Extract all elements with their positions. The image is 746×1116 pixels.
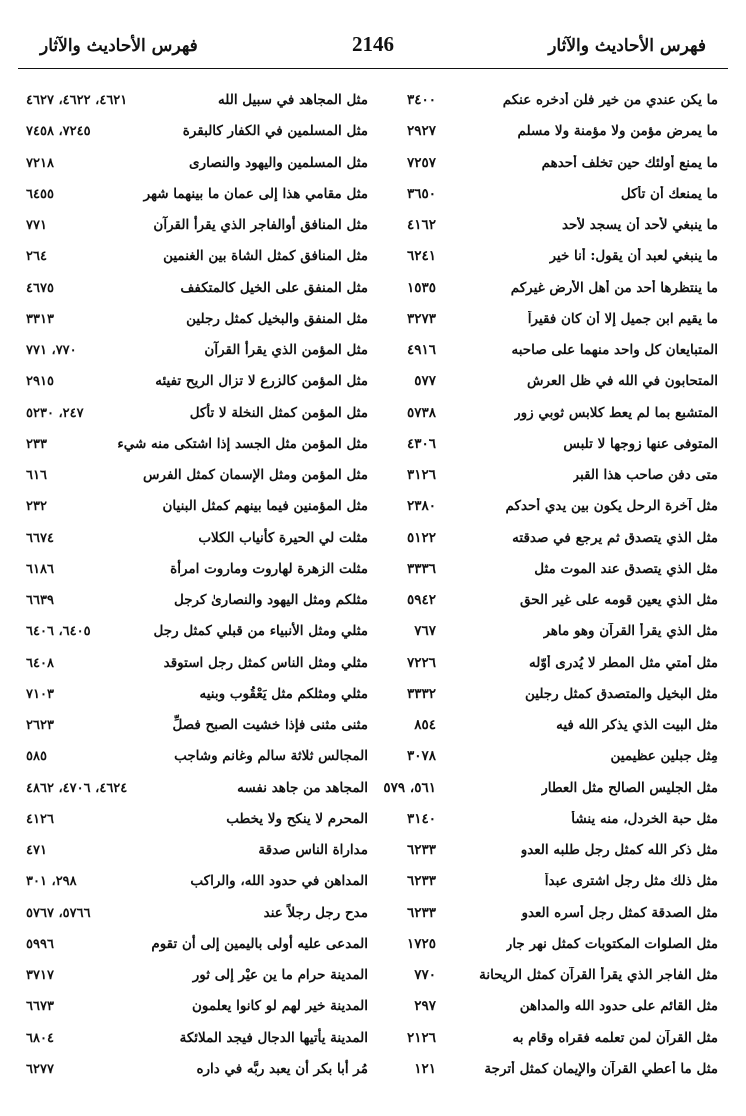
index-entry	[18, 338, 436, 369]
hadith-incipit: ما ينبغي لأحد أن يسجد لأحد	[561, 217, 718, 233]
index-entry	[436, 557, 718, 588]
index-entry	[18, 119, 436, 150]
hadith-incipit: مثل حبة الخردل، منه ينشأ	[571, 810, 718, 827]
index-entry	[18, 994, 436, 1025]
hadith-incipit: مثل البخيل والمتصدق كمثل رجلين	[524, 685, 718, 702]
index-entry	[436, 776, 718, 807]
index-entry	[18, 807, 436, 838]
hadith-incipit: مثل الصدقة كمثل رجل أسره العدو	[521, 904, 718, 921]
hadith-number: ٦٢٤١	[406, 248, 436, 265]
index-entry	[436, 682, 718, 713]
hadith-number: ٢١٢٦	[406, 1029, 436, 1046]
index-entry	[18, 244, 436, 275]
index-entry	[436, 838, 718, 869]
hadith-number: ٥٧٣٨	[406, 404, 436, 421]
index-entry	[436, 963, 718, 994]
index-entry	[436, 869, 718, 900]
index-entry	[436, 1026, 718, 1057]
index-entry	[436, 244, 718, 275]
hadith-number: ٢٩٧	[414, 998, 436, 1015]
hadith-number: ٦٢٣٣	[406, 873, 436, 890]
cross-references: ٥٩٩٦	[26, 936, 54, 952]
index-entry	[18, 88, 436, 119]
running-title-left: فهرس الأحاديث والآثار	[40, 36, 198, 56]
cross-references: ٤٧١	[26, 843, 47, 858]
index-entry	[18, 276, 436, 307]
hadith-incipit: مثل المنافق أوالفاجر الذي يقرأ القرآن	[153, 217, 368, 233]
index-entry	[436, 338, 718, 369]
hadith-incipit: مثل المنافق كمثل الشاة بين الغنمين	[163, 248, 368, 265]
hadith-incipit: المدعى عليه أولى باليمين إلى أن تقوم	[151, 935, 368, 952]
hadith-incipit: مثل المؤمن كمثل النخلة لا تأكل	[189, 404, 368, 421]
cross-references: ٤١٢٦	[26, 811, 54, 827]
index-entry	[18, 494, 436, 525]
hadith-incipit: مثل المجاهد في سبيل الله	[218, 92, 368, 108]
index-entry	[436, 901, 718, 932]
hadith-incipit: مثلي ومثل الأنبياء من قبلي كمثل رجل	[153, 623, 368, 640]
hadith-incipit: مثل آخرة الرحل يكون بين يدي أحدكم	[505, 498, 718, 515]
hadith-incipit: ما ينتظرها أحد من أهل الأرض غيركم	[510, 279, 718, 296]
index-entry	[18, 1026, 436, 1057]
index-entry	[18, 869, 436, 900]
hadith-number: ٨٥٤	[414, 717, 436, 733]
index-entry	[436, 651, 718, 682]
index-entry	[18, 1057, 436, 1088]
index-entry	[436, 526, 718, 557]
hadith-number: ٧٢٥٧	[406, 154, 436, 171]
hadith-number: ٥٧٧	[414, 373, 436, 390]
hadith-number: ٣١٢٦	[406, 467, 436, 483]
cross-references: ٣٧١٧	[26, 968, 54, 983]
hadith-incipit: مثل المؤمن مثل الجسد إذا اشتكى منه شيء	[117, 435, 368, 452]
cross-references: ٦٤٠٨	[26, 655, 54, 671]
index-entry	[436, 744, 718, 775]
cross-references: ٤٦٢١، ٤٦٢٢، ٤٦٢٧	[26, 93, 128, 108]
hadith-incipit: ما يقيم ابن جميل إلا أن كان فقيراً	[527, 310, 718, 327]
hadith-incipit: ما ينبغي لعبد أن يقول: أنا خير	[549, 248, 718, 265]
hadith-incipit: مِثل جبلين عظيمين	[610, 748, 718, 765]
index-entry	[436, 307, 718, 338]
hadith-incipit: مثلي ومثلكم مثل يَعْقُوب وبنيه	[199, 685, 368, 702]
cross-references: ٣٣١٣	[26, 311, 54, 327]
hadith-number: ٧٦٧	[414, 623, 436, 640]
hadith-incipit: ما يمرض مؤمن ولا مؤمنة ولا مسلم	[517, 123, 718, 140]
hadith-incipit: المتشبع بما لم يعط كلابس ثوبي زور	[514, 404, 718, 421]
index-entry	[18, 526, 436, 557]
cross-references: ٤٦٢٤، ٤٧٠٦، ٤٨٦٢	[26, 780, 128, 796]
index-entry	[18, 932, 436, 963]
index-entry	[18, 151, 436, 182]
index-entry	[18, 963, 436, 994]
hadith-incipit: مثلكم ومثل اليهود والنصارىٰ كرجل	[173, 592, 368, 608]
index-entry	[18, 619, 436, 650]
cross-references: ٥٨٥	[26, 749, 47, 765]
hadith-incipit: مثل ذكر الله كمثل رجل طلبه العدو	[520, 842, 718, 858]
index-entry	[436, 463, 718, 494]
index-entry	[18, 588, 436, 619]
cross-references: ٦٨٠٤	[26, 1030, 54, 1046]
hadith-number: ٣٣٣٦	[406, 560, 436, 577]
index-entry	[18, 182, 436, 213]
index-entry	[436, 369, 718, 400]
index-entry	[18, 776, 436, 807]
hadith-number: ٤١٦٢	[406, 217, 436, 233]
cross-references: ٢٦٤	[26, 249, 47, 265]
hadith-number: ٣٣٣٢	[406, 685, 436, 702]
cross-references: ٤٦٧٥	[26, 280, 54, 296]
hadith-incipit: مثل المسلمين في الكفار كالبقرة	[182, 123, 368, 140]
hadith-number: ٣١٤٠	[406, 810, 436, 827]
hadith-incipit: مثل الذي يعين قومه على غير الحق	[520, 592, 718, 608]
hadith-number: ١٧٢٥	[406, 935, 436, 952]
hadith-incipit: المدينة خير لهم لو كانوا يعلمون	[191, 998, 368, 1015]
hadith-incipit: مثل القرآن لمن تعلمه فقراه وقام به	[512, 1029, 718, 1046]
cross-references: ٢٣٢	[26, 499, 47, 515]
index-entry	[18, 901, 436, 932]
cross-references: ٥٧٦٦، ٥٧٦٧	[26, 905, 91, 921]
index-entry	[436, 588, 718, 619]
running-title-right: فهرس الأحاديث والآثار	[548, 36, 706, 56]
hadith-incipit: ما يمنعك أن تأكل	[620, 185, 718, 202]
index-entry	[18, 307, 436, 338]
hadith-number: ٢٣٨٠	[406, 498, 436, 515]
cross-references: ٦٦٧٣	[26, 999, 54, 1015]
index-entry	[436, 494, 718, 525]
cross-references: ٦٤٠٥، ٦٤٠٦	[26, 624, 91, 640]
hadith-incipit: مُر أبا بكر أن يعبد ربَّه في داره	[196, 1060, 368, 1077]
cross-references: ٢٦٢٣	[26, 718, 54, 733]
hadith-incipit: مثل المنفق على الخيل كالمتكفف	[180, 279, 368, 296]
cross-references: ٢٩٨، ٣٠١	[26, 874, 77, 890]
hadith-incipit: مثل ما أعطي القرآن والإيمان كمثل أترجة	[484, 1060, 718, 1077]
index-entry	[436, 276, 718, 307]
index-entry	[436, 432, 718, 463]
left-column-index	[18, 88, 436, 1088]
index-entry	[436, 807, 718, 838]
hadith-incipit: مثنى مثنى فإذا خشيت الصبح فصلِّ	[172, 717, 368, 733]
hadith-number: ٣٦٥٠	[406, 185, 436, 202]
index-entry	[436, 619, 718, 650]
cross-references: ٦١٦	[26, 468, 47, 483]
page-number: 2146	[352, 32, 394, 56]
index-entry	[18, 213, 436, 244]
hadith-number: ٧٢٢٦	[406, 654, 436, 671]
hadith-incipit: ما يمنع أولئك حين تخلف أحدهم	[541, 154, 718, 171]
index-entry	[18, 682, 436, 713]
hadith-incipit: المتحابون في الله في ظل العرش	[527, 373, 718, 390]
page-header	[18, 28, 728, 69]
index-entry	[18, 838, 436, 869]
hadith-incipit: المتوفى عنها زوجها لا تلبس	[563, 435, 718, 452]
cross-references: ٢٩١٥	[26, 374, 54, 390]
hadith-number: ٤٩١٦	[406, 342, 436, 358]
hadith-incipit: مثل القائم على حدود الله والمداهن	[519, 998, 718, 1015]
hadith-incipit: المدينة يأتيها الدجال فيجد الملائكة	[179, 1029, 368, 1046]
hadith-incipit: المجاهد من جاهد نفسه	[237, 779, 368, 796]
hadith-incipit: مثل ذلك مثل رجل اشترى عبداً	[544, 873, 718, 890]
hadith-incipit: مثل المؤمن الذي يقرأ القرآن	[204, 342, 368, 358]
hadith-incipit: مثل المؤمن كالزرع لا تزال الريح تفيئه	[155, 373, 368, 390]
hadith-incipit: مثلت لي الحيرة كأنياب الكلاب	[198, 529, 368, 546]
cross-references: ٧٧٠، ٧٧١	[26, 343, 77, 358]
hadith-incipit: مثل المسلمين واليهود والنصارى	[189, 154, 368, 171]
index-entry	[436, 88, 718, 119]
cross-references: ٦٢٧٧	[26, 1061, 54, 1077]
index-entry	[436, 713, 718, 744]
index-entry	[18, 651, 436, 682]
hadith-incipit: مثل الذي يقرأ القرآن وهو ماهر	[543, 623, 718, 640]
hadith-incipit: مثلي ومثل الناس كمثل رجل استوقد	[163, 654, 368, 671]
cross-references: ٦٦٧٤	[26, 530, 54, 546]
hadith-incipit: مثل مقامي هذا إلى عمان ما بينهما شهر	[143, 185, 368, 202]
index-entry	[436, 1057, 718, 1088]
hadith-number: ٦٢٣٣	[406, 842, 436, 858]
hadith-incipit: مثل الجليس الصالح مثل العطار	[541, 779, 718, 796]
cross-references: ٦١٨٦	[26, 561, 54, 577]
hadith-incipit: مثل الفاجر الذي يقرأ القرآن كمثل الريحانة	[479, 967, 718, 983]
hadith-incipit: المدينة حرام ما ين عيْر إلى ثور	[192, 967, 368, 983]
cross-references: ٧٢١٨	[26, 155, 54, 171]
index-entry	[436, 182, 718, 213]
cross-references: ٢٤٧، ٥٢٣٠	[26, 405, 84, 421]
index-entry	[436, 401, 718, 432]
hadith-number: ٤٣٠٦	[406, 435, 436, 452]
hadith-incipit: مداراة الناس صدقة	[258, 842, 368, 858]
cross-references: ٧١٠٣	[26, 686, 54, 702]
index-entry	[436, 119, 718, 150]
hadith-number: ٣٢٧٣	[406, 310, 436, 327]
hadith-incipit: مثلت الزهرة لهاروت وماروت امرأة	[170, 560, 368, 577]
index-entry	[436, 932, 718, 963]
index-entry	[18, 401, 436, 432]
hadith-number: ٣٤٠٠	[406, 92, 436, 108]
index-entry	[18, 713, 436, 744]
index-entry	[18, 557, 436, 588]
hadith-number: ٣٠٧٨	[406, 748, 436, 765]
cross-references: ٦٦٣٩	[26, 593, 54, 608]
hadith-incipit: مثل البيت الذي يذكر الله فيه	[556, 717, 718, 733]
index-entry	[18, 369, 436, 400]
hadith-incipit: المجالس ثلاثة سالم وغانم وشاجب	[174, 748, 368, 765]
index-entry	[18, 744, 436, 775]
hadith-number: ١٥٣٥	[406, 279, 436, 296]
hadith-incipit: مثل الذي يتصدق عند الموت مثل	[534, 560, 718, 577]
hadith-incipit: مثل الصلوات المكتوبات كمثل نهر جار	[505, 935, 718, 952]
hadith-number: ٥١٢٢	[406, 529, 436, 546]
hadith-incipit: ما يكن عندي من خير فلن أدخره عنكم	[502, 92, 718, 108]
hadith-incipit: مدح رجل رجلاً عند	[263, 904, 368, 921]
cross-references: ٢٣٣	[26, 436, 47, 452]
hadith-incipit: مثل الذي يتصدق ثم يرجع في صدقته	[512, 529, 718, 546]
hadith-number: ٢٩٢٧	[406, 123, 436, 140]
hadith-number: ١٢١	[414, 1060, 436, 1077]
hadith-number: ٥٦١، ٥٧٩	[383, 779, 436, 796]
hadith-incipit: مثل المؤمنين فيما بينهم كمثل البنيان	[162, 498, 368, 515]
hadith-incipit: المتبايعان كل واحد منهما على صاحبه	[511, 342, 718, 358]
right-column-index	[436, 88, 718, 1088]
hadith-number: ٦٢٣٣	[406, 904, 436, 921]
cross-references: ٦٤٥٥	[26, 186, 54, 202]
hadith-number: ٥٩٤٢	[406, 592, 436, 608]
hadith-incipit: مثل المنفق والبخيل كمثل رجلين	[186, 310, 368, 327]
hadith-incipit: مثل أمتي مثل المطر لا يُدرى أوّله	[528, 654, 718, 671]
hadith-incipit: متى دفن صاحب هذا القبر	[572, 467, 718, 483]
hadith-incipit: المحرم لا ينكح ولا يخطب	[226, 810, 368, 827]
cross-references: ٧٢٤٥، ٧٤٥٨	[26, 124, 91, 140]
hadith-number: ٧٧٠	[414, 967, 436, 983]
hadith-incipit: المداهن في حدود الله، والراكب	[190, 873, 368, 890]
cross-references: ٧٧١	[26, 218, 47, 233]
hadith-incipit: مثل المؤمن ومثل الإسمان كمثل الفرس	[143, 467, 368, 483]
index-entry	[436, 151, 718, 182]
index-entry	[18, 432, 436, 463]
index-entry	[18, 463, 436, 494]
index-entry	[436, 994, 718, 1025]
index-entry	[436, 213, 718, 244]
